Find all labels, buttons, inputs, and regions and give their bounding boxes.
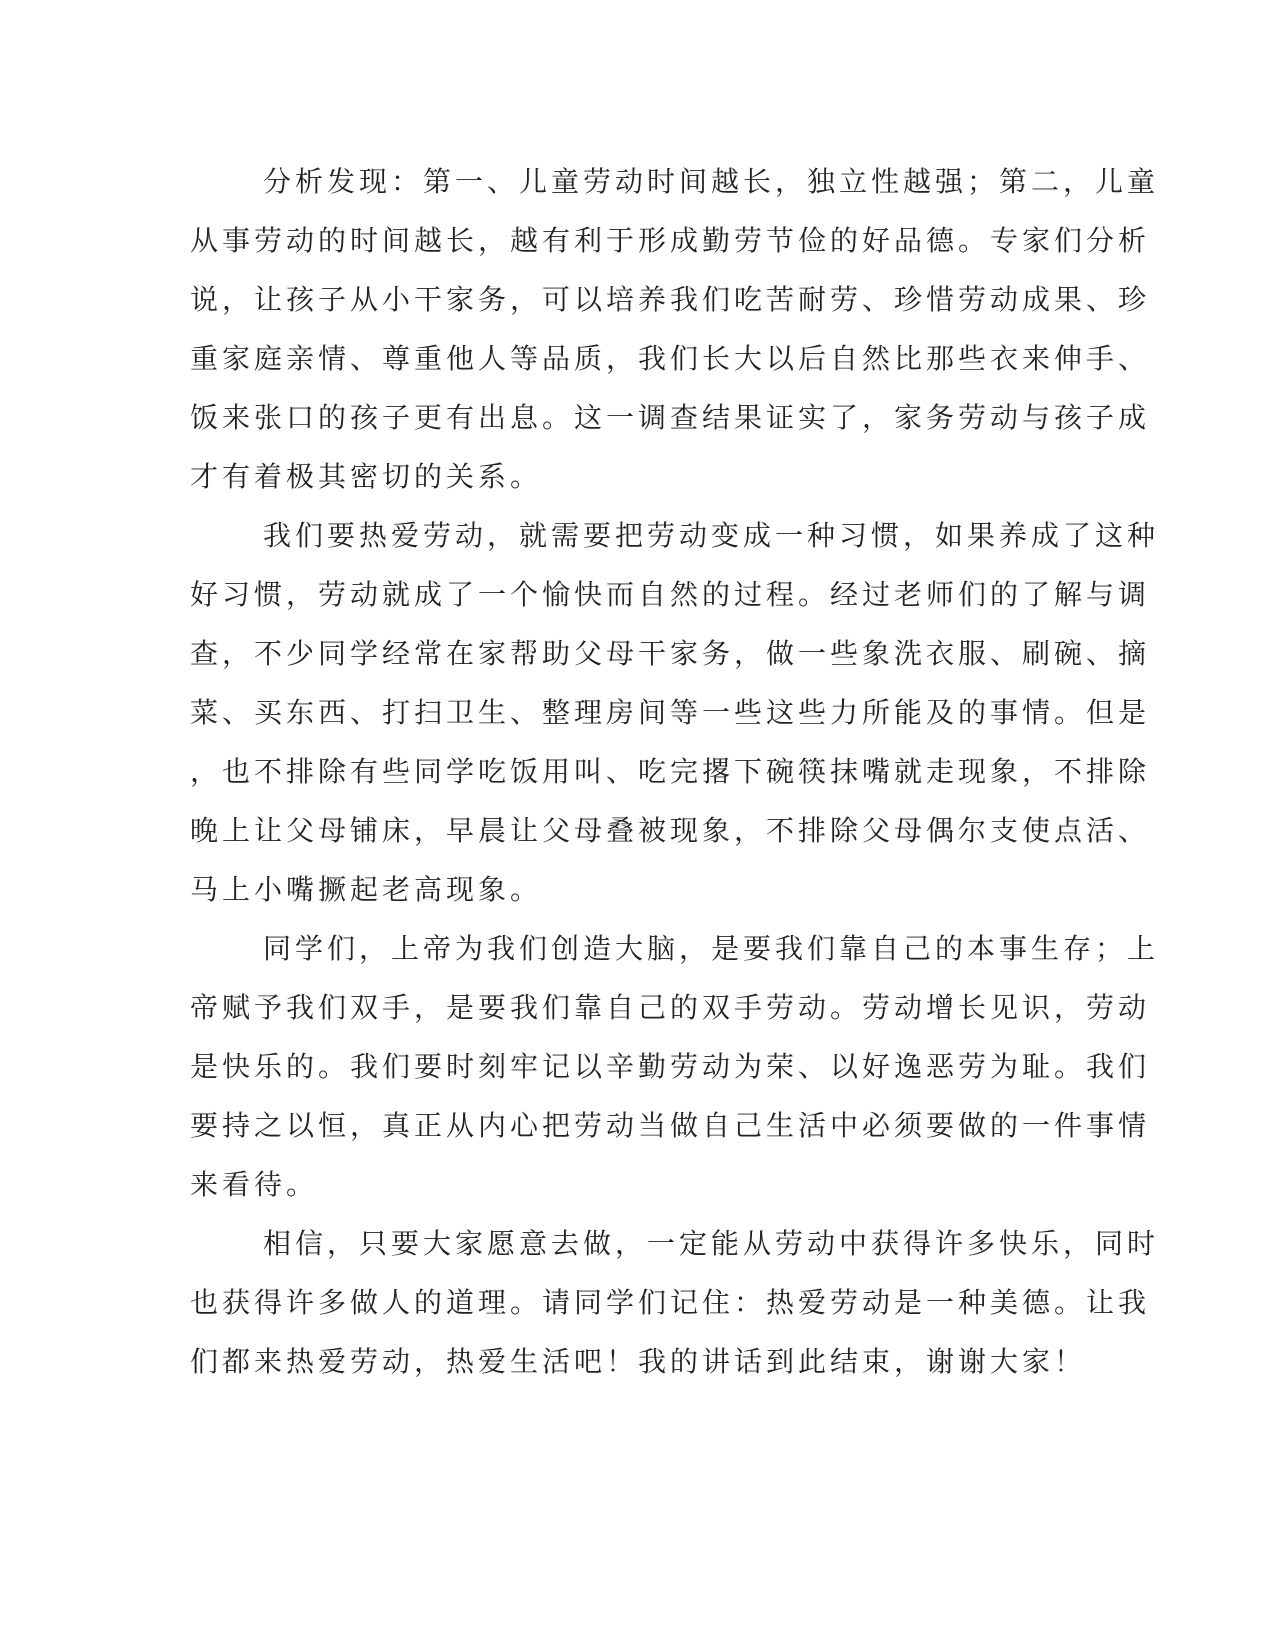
paragraph-2-line-1: 我们要热爱劳动，就需要把劳动变成一种习惯，如果养成了这种	[263, 519, 1160, 552]
paragraph-1-line-1: 分析发现：第一、儿童劳动时间越长，独立性越强；第二，儿童	[263, 165, 1160, 198]
paragraph-3-line-5: 来看待。	[190, 1168, 319, 1201]
paragraph-2-line-3: 查，不少同学经常在家帮助父母干家务，做一些象洗衣服、刷碗、摘	[190, 637, 1151, 670]
paragraph-2-line-6: 晚上让父母铺床，早晨让父母叠被现象，不排除父母偶尔支使点活、	[190, 814, 1151, 847]
paragraph-1-line-4: 重家庭亲情、尊重他人等品质，我们长大以后自然比那些衣来伸手、	[190, 342, 1151, 375]
paragraph-1-line-6: 才有着极其密切的关系。	[190, 460, 543, 493]
paragraph-1-line-3: 说，让孩子从小干家务，可以培养我们吃苦耐劳、珍惜劳动成果、珍	[190, 283, 1151, 316]
paragraph-2-line-4: 菜、买东西、打扫卫生、整理房间等一些这些力所能及的事情。但是	[190, 696, 1151, 729]
paragraph-3-line-4: 要持之以恒，真正从内心把劳动当做自己生活中必须要做的一件事情	[190, 1109, 1151, 1142]
paragraph-4-line-2: 也获得许多做人的道理。请同学们记住：热爱劳动是一种美德。让我	[190, 1286, 1151, 1319]
paragraph-1-line-5: 饭来张口的孩子更有出息。这一调查结果证实了，家务劳动与孩子成	[190, 401, 1151, 434]
paragraph-1-line-2: 从事劳动的时间越长，越有利于形成勤劳节俭的好品德。专家们分析	[190, 224, 1151, 257]
paragraph-3-line-3: 是快乐的。我们要时刻牢记以辛勤劳动为荣、以好逸恶劳为耻。我们	[190, 1050, 1151, 1083]
paragraph-3-line-1: 同学们，上帝为我们创造大脑，是要我们靠自己的本事生存；上	[263, 932, 1160, 965]
paragraph-2-line-5: ，也不排除有些同学吃饭用叫、吃完撂下碗筷抹嘴就走现象，不排除	[190, 755, 1151, 788]
paragraph-4-line-3: 们都来热爱劳动，热爱生活吧！我的讲话到此结束，谢谢大家！	[190, 1345, 1087, 1378]
paragraph-3-line-2: 帝赋予我们双手，是要我们靠自己的双手劳动。劳动增长见识，劳动	[190, 991, 1151, 1024]
paragraph-2-line-7: 马上小嘴撅起老高现象。	[190, 873, 543, 906]
paragraph-4-line-1: 相信，只要大家愿意去做，一定能从劳动中获得许多快乐，同时	[263, 1227, 1160, 1260]
paragraph-2-line-2: 好习惯，劳动就成了一个愉快而自然的过程。经过老师们的了解与调	[190, 578, 1151, 611]
